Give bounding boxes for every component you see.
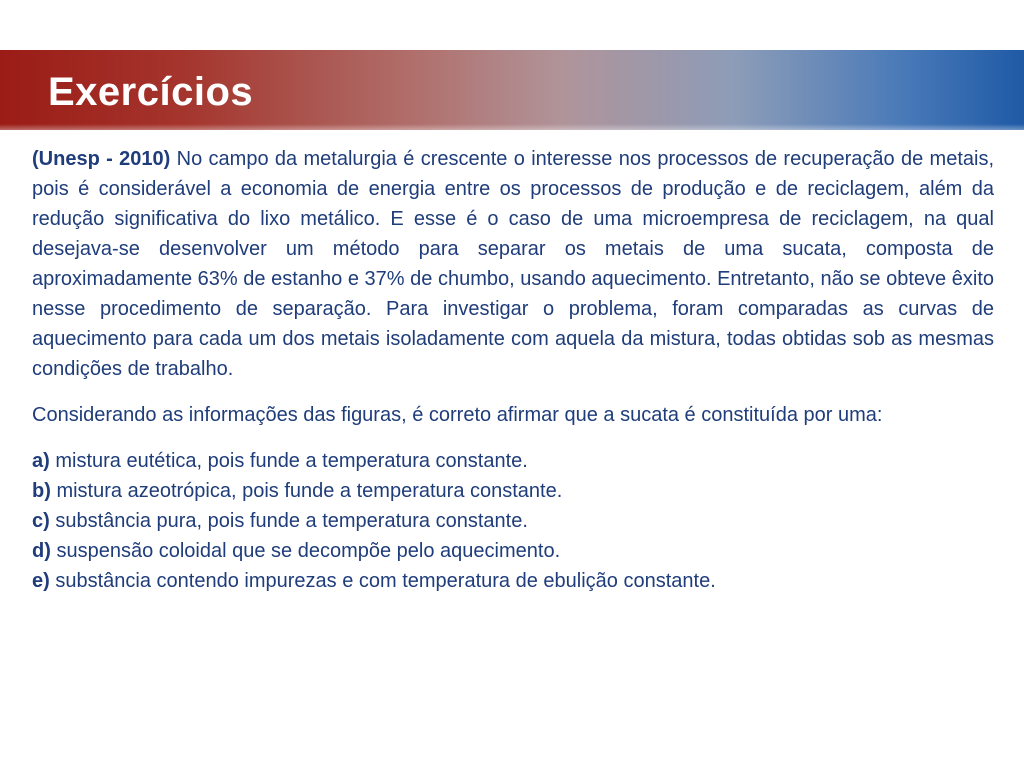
option-letter: a) <box>32 450 50 472</box>
slide-content <box>32 144 994 596</box>
option-letter: d) <box>32 540 51 562</box>
option-text: suspensão coloidal que se decompõe pelo aquecimento. <box>50 540 561 562</box>
option-text: mistura eutética, pois funde a temperatura constante. <box>49 450 528 472</box>
option-text: substância contendo impurezas e com temperatura de ebulição constante. <box>49 570 716 592</box>
question-statement <box>32 144 994 384</box>
option-letter: c) <box>32 510 50 532</box>
answer-options <box>32 446 994 596</box>
option-d[interactable] <box>32 536 994 566</box>
slide-title: Exercícios <box>48 70 254 114</box>
option-text: mistura azeotrópica, pois funde a temperatura constante. <box>50 480 563 502</box>
question-source: (Unesp - 2010) <box>32 148 171 170</box>
option-letter: b) <box>32 480 51 502</box>
option-c[interactable] <box>32 506 994 536</box>
option-a[interactable] <box>32 446 994 476</box>
option-b[interactable] <box>32 476 994 506</box>
question-text: No campo da metalurgia é crescente o interesse nos processos de recuperação de metais, pois é considerável a economia de energia entre os processos de produção e de reciclagem, além da redução significativa do lixo metálico. E esse é o caso de uma microempresa de reciclagem, na qual desejava-se desenvolver um método para separar os metais de uma sucata, composta de aproximadamente 63% de estanho e 37% de chumbo, usando aquecimento. Entretanto, não se obteve êxito nesse procedimento de separação. Para investigar o problema, foram comparadas as curvas de aquecimento para cada um dos metais isoladamente com aquela da mistura, todas obtidas sob as mesmas condições de trabalho. <box>32 148 994 380</box>
option-text: substância pura, pois funde a temperatura constante. <box>49 510 528 532</box>
option-letter: e) <box>32 570 50 592</box>
option-e[interactable] <box>32 566 994 596</box>
question-prompt: Considerando as informações das figuras, é correto afirmar que a sucata é constituída por uma: <box>32 404 883 426</box>
